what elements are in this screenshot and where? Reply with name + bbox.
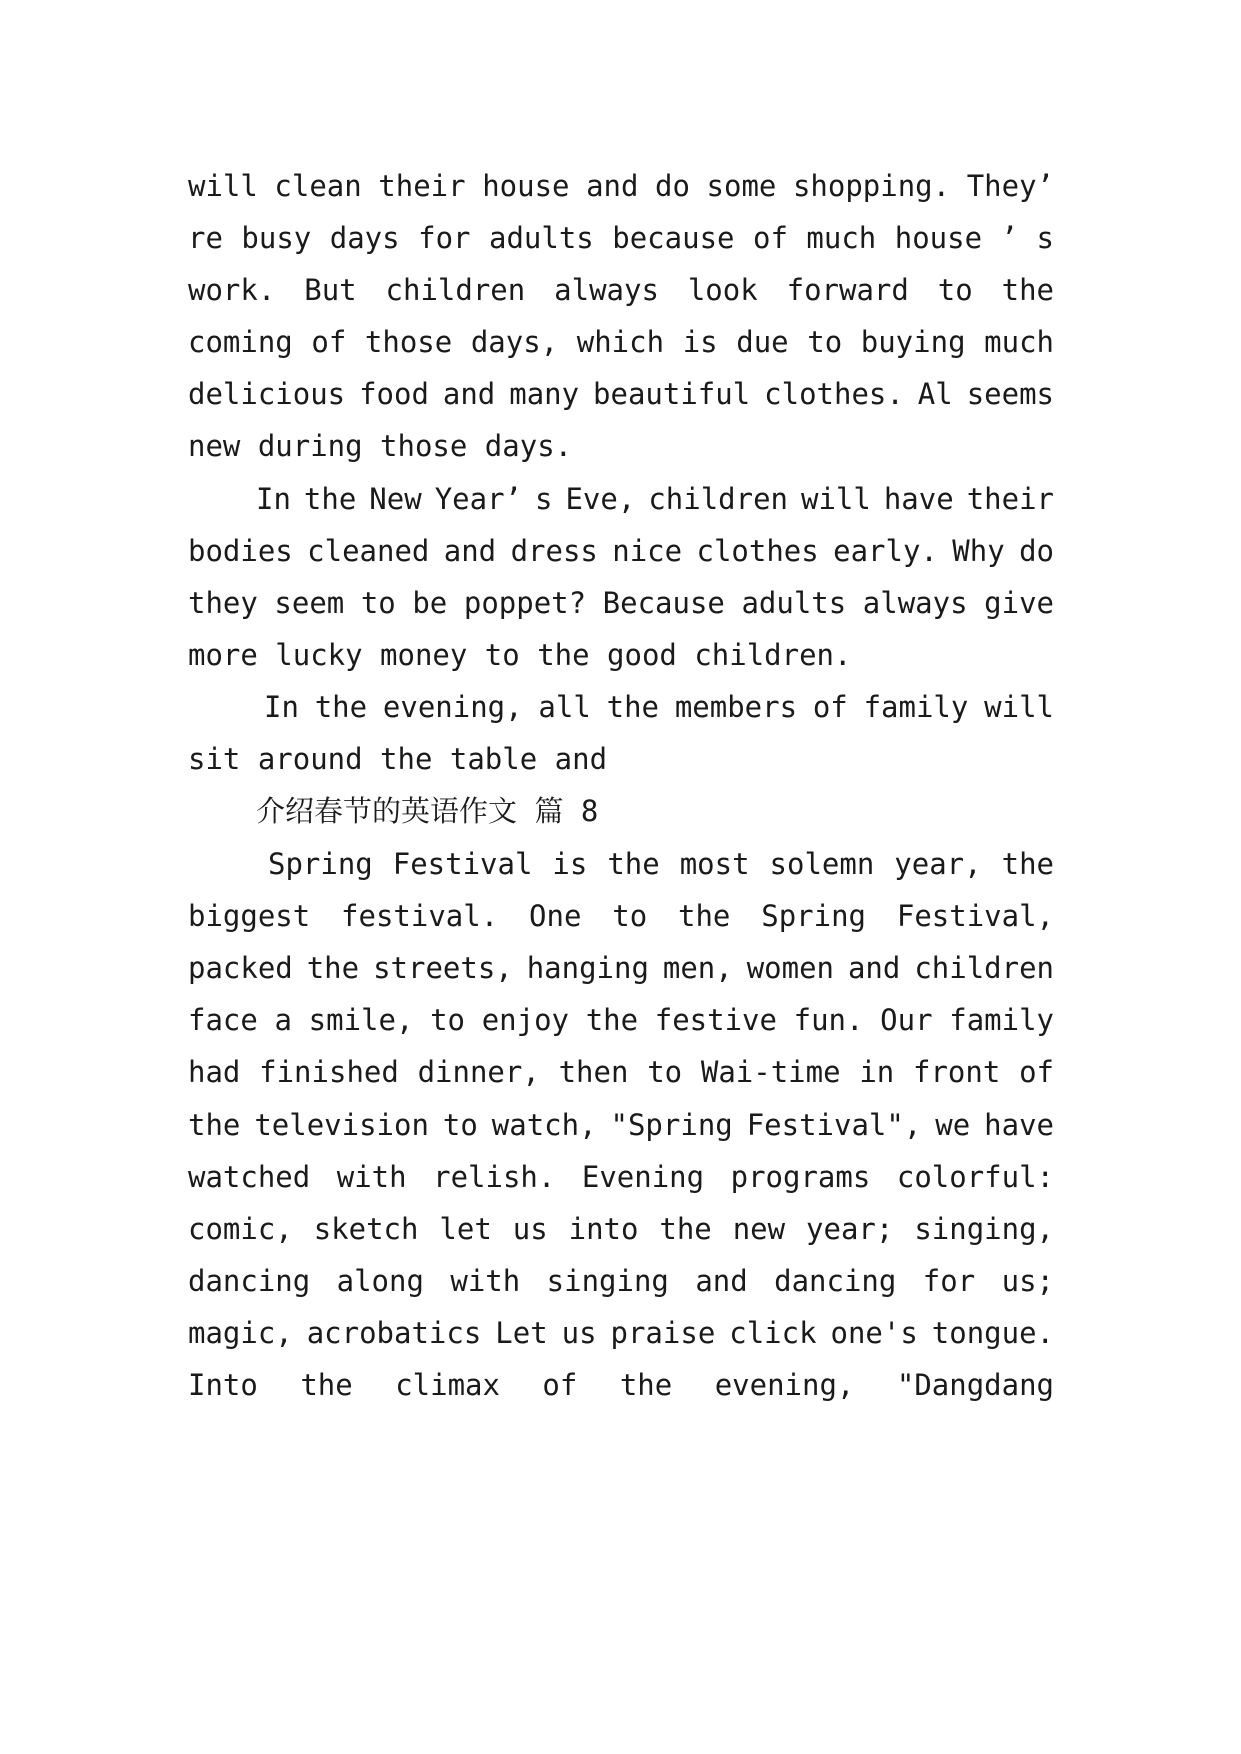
text-line: biggest festival. One to the Spring Festival, xyxy=(188,899,1054,933)
text-line: bodies cleaned and dress nice clothes early. Why do xyxy=(188,534,1054,568)
text-line: they seem to be poppet? Because adults always give xyxy=(188,586,1054,620)
text-line: packed the streets, hanging men, women and children xyxy=(188,951,1054,985)
text-line: dancing along with singing and dancing for us; xyxy=(188,1264,1054,1298)
text-line: watched with relish. Evening programs colorful: xyxy=(188,1160,1054,1194)
text-line: comic, sketch let us into the new year; singing, xyxy=(188,1212,1054,1246)
section-heading: 介绍春节的英语作文 篇 8 xyxy=(256,794,599,828)
text-line: magic, acrobatics Let us praise click one's tongue. xyxy=(188,1316,1054,1350)
paragraph-first-line: Spring Festival is the most solemn year, the xyxy=(268,847,1054,881)
text-line: work. But children always look forward to the xyxy=(188,273,1054,307)
paragraph-first-line: In the evening, all the members of family will xyxy=(264,690,1054,724)
text-line: new during those days. xyxy=(188,429,573,463)
text-line: sit around the table and xyxy=(188,742,608,776)
text-line: delicious food and many beautiful clothes. Al seems xyxy=(188,377,1054,411)
text-line: more lucky money to the good children. xyxy=(188,638,852,672)
text-line: re busy days for adults because of much house ’ s xyxy=(188,221,1054,255)
paragraph-first-line: In the New Year’ s Eve, children will have their xyxy=(256,482,1054,516)
text-line: had finished dinner, then to Wai-time in front of xyxy=(188,1055,1054,1089)
text-line: face a smile, to enjoy the festive fun. Our family xyxy=(188,1003,1054,1037)
text-line: Into the climax of the evening, "Dangdang xyxy=(188,1368,1054,1402)
text-line: will clean their house and do some shopping. They’ xyxy=(188,169,1054,203)
text-line: the television to watch, "Spring Festival", we have xyxy=(188,1108,1054,1142)
text-line: coming of those days, which is due to buying much xyxy=(188,325,1054,359)
